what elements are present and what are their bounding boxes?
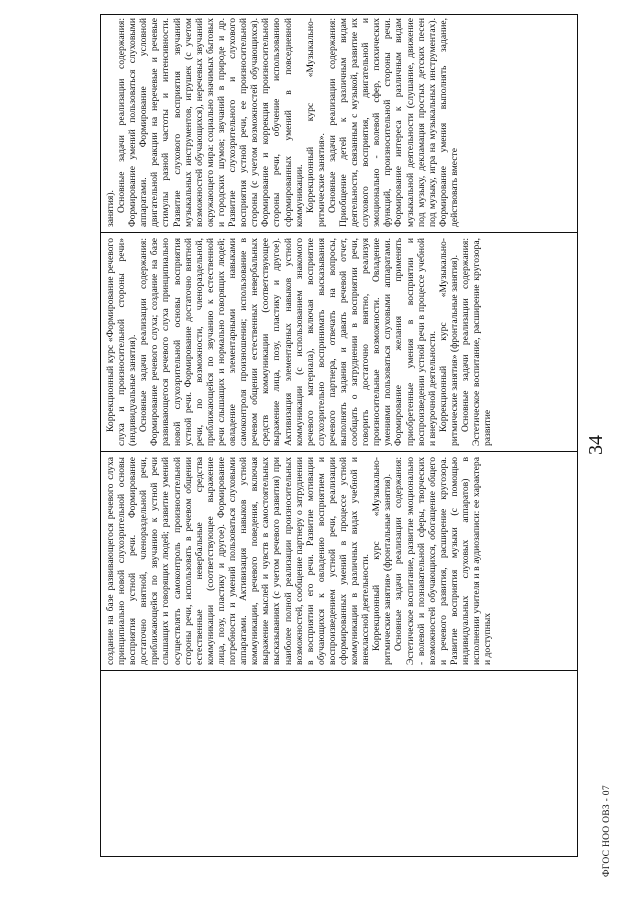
col1-paragraph: Основные задачи реализации содержания: Эстетическое воспитание, развитие эмоционально - волевой и познавательной сферы, творческих возможностей обучающихся, обогащение общего и речевого развития, расширение кругозора. Развитие восприятия музыки (с помощью индивидуальных слуховых аппаратов) в исполнении учителя и в аудиозаписи: ее характера и доступных <box>393 457 494 665</box>
col2-paragraph: Основные задачи реализации содержания: Эстетическое воспитание, расширение кругозора, развитие <box>460 238 494 446</box>
col3-paragraph: Основные задачи реализации содержания: Формирование умений пользоваться слуховыми аппаратами. Формирование условной двигательной реакции на неречевые и речевые стимулы разной частоты и интенсивности. Развитие слухового восприятия звучаний музыкальных инструментов, игрушек (с учетом возможностей обучающихся), неречевых звучаний окружающего мира: социально значимых бытовых и городских шумов; звучаний в природе и др. Развитие слухозрительного и слухового восприятия устной речи, ее произносительной стороны (с учетом возможностей обучающихся). Формирование и коррекция произносительной стороны речи, обучение использованию сформированных умений в повседневной коммуникации. <box>116 18 305 227</box>
table-column-empty <box>101 671 577 856</box>
footer-code: ФГОС НОО ОВЗ - 07 <box>602 785 612 877</box>
table-column-1 <box>101 452 577 671</box>
col3-paragraph: Коррекционный курс «Музыкально-ритмические занятия». <box>304 18 327 227</box>
col2-paragraph: Коррекционный курс «Музыкально-ритмические занятия» (фронтальные занятия). <box>437 238 460 446</box>
col2-paragraph: Основные задачи реализации содержания: Формирование речевого слуха; создание на базе развивающегося речевого слуха принципиально новой слухозрительной основы восприятия устной речи. Формирование достаточно внятной речи, по возможности, членораздельной, приближающейся по звучанию к естественной речи слышащих и нормально говорящих людей; овладение элементарными навыками самоконтроля произношения; использование в речевом общении естественных невербальных средств коммуникации (соответствующее выражение лица, позу, пластику и другое). Активизация элементарных навыков устной коммуникации (с использованием знакомого речевого материала), включая восприятие слухозрительно воспринимать высказывания речевого партнера, отвечать на вопросы, выполнять задания и давать речевой отчет, сообщать о затруднении в восприятии речи, говорить достаточно внятно, реализуя произносительные возможности. Овладение умениями пользоваться слуховыми аппаратами. Формирование желания применять приобретенные умения в восприятии и воспроизведении устной речи в процессе учебной и внеурочной деятельности. <box>138 238 438 446</box>
standards-table <box>100 14 578 857</box>
col3-paragraph: занятия). <box>105 190 116 227</box>
col2-paragraph: Коррекционный курс «Формирование речевого слуха и произносительной стороны речи» (индивидуальные занятия). <box>105 238 139 446</box>
col3-paragraph: Основные задачи реализации содержания: Приобщение детей к различным видам деятельности, связанным с музыкой, развитие их слухового восприятия, двигательной и эмоционально - волевой сфер, психических функций, произносительной стороны речи. Формирование интереса к различным видам музыкальной деятельности (слушание, движение под музыку, декламация простых детских песен под музыку, игра на музыкальных инструментах). Формирование умения выполнять задание, действовать вместе <box>326 18 460 227</box>
col1-paragraph: создание на базе развивающегося речевого слуха принципиально новой слухозрительной основы восприятия устной речи. Формирование достаточно внятной, членораздельной речи, приближающейся по звучанию к устной речи слышащих и говорящих людей; развитие умений осуществлять самоконтроль произносительной стороны речи, использовать в речевом общении естественные невербальные средства коммуникации (соответствующее выражение лица, позу, пластику и другое). Формирование потребности и умений пользоваться слуховыми аппаратами. Активизация навыков устной коммуникации, речевого поведения, включая выражение мыслей и чувств в самостоятельных высказываниях (с учетом речевого развития) при наиболее полной реализации произносительных возможностей, сообщение партнеру о затруднении в восприятии его речи. Развитие мотивации обучающихся к овладению восприятием и воспроизведением устной речи, реализации сформированных умений в процессе устной коммуникации в различных видах учебной и внеклассной деятельности. <box>105 457 372 665</box>
col1-paragraph: Коррекционный курс «Музыкально-ритмические занятия» (фронтальные занятия). <box>371 457 394 665</box>
table-column-3 <box>101 13 577 233</box>
table-column-2 <box>101 233 577 452</box>
page-number: 34 <box>585 435 607 455</box>
